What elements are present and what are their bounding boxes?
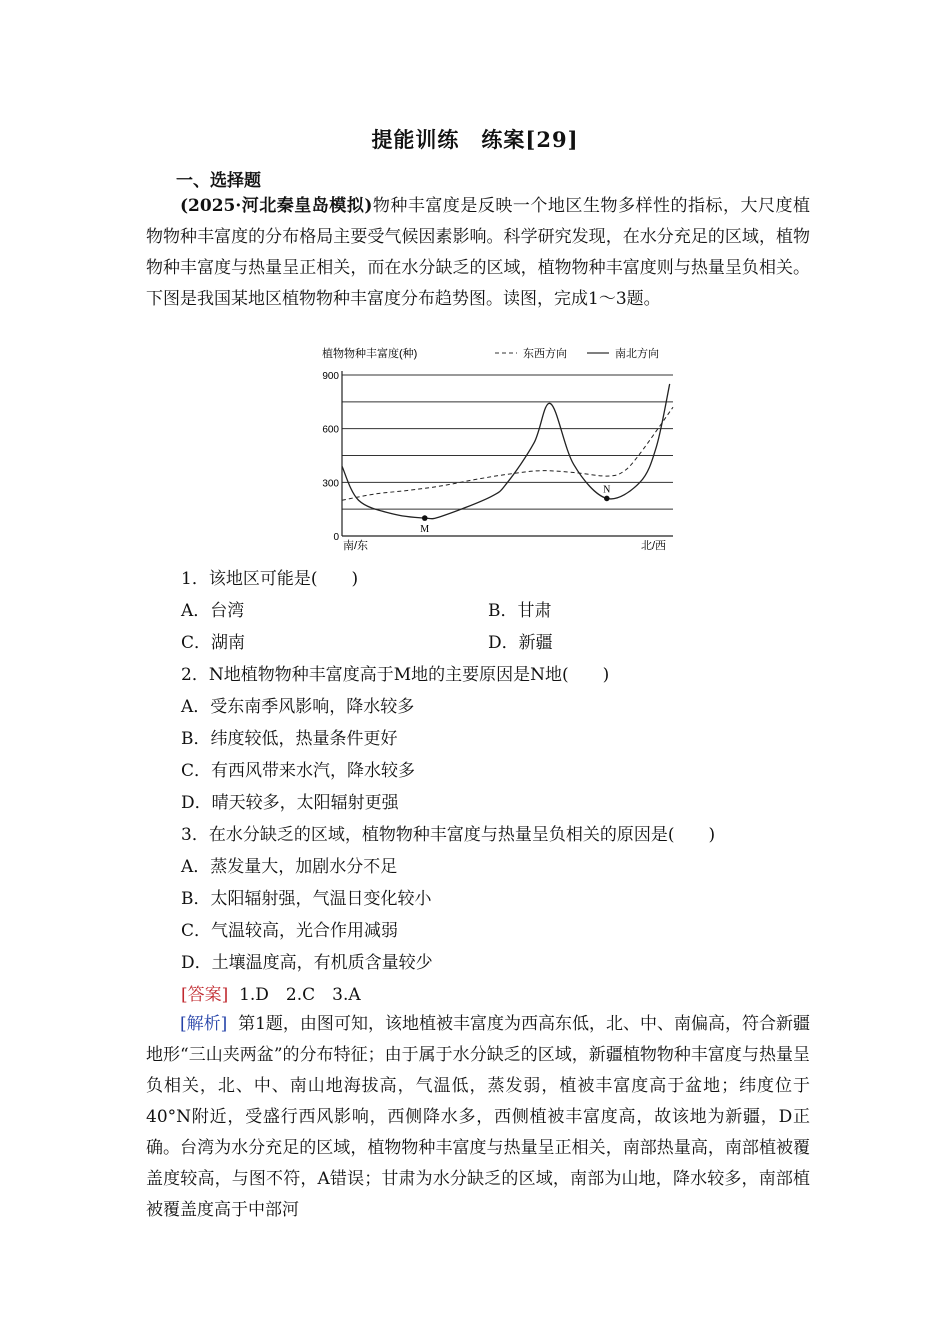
intro-paragraph bbox=[146, 191, 810, 315]
explanation-tag: [解析] bbox=[180, 1014, 228, 1034]
point-n-marker bbox=[604, 496, 610, 502]
y-tick-label: 300 bbox=[322, 478, 339, 490]
x-label-right: 北/西 bbox=[641, 540, 667, 552]
y-tick-label: 900 bbox=[322, 371, 339, 382]
q2-option-a: A．受东南季风影响，降水较多 bbox=[181, 697, 415, 717]
plot-area bbox=[322, 371, 673, 543]
answer-line bbox=[181, 983, 361, 1007]
legend-east-west: 东西方向 bbox=[523, 348, 567, 360]
q3-option-d: D．土壤温度高，有机质含量较少 bbox=[181, 953, 433, 973]
q2-stem: 2．N地植物物种丰富度高于M地的主要原因是N地( ) bbox=[181, 665, 610, 685]
q3-stem: 3．在水分缺乏的区域，植物物种丰富度与热量呈负相关的原因是( ) bbox=[181, 825, 716, 845]
intro-source: (2025·河北秦皇岛模拟) bbox=[180, 196, 373, 216]
point-m-marker bbox=[422, 515, 428, 521]
q1-stem: 1．该地区可能是( ) bbox=[181, 569, 359, 589]
q2-option-d: D．晴天较多，太阳辐射更强 bbox=[181, 793, 399, 813]
q1-option-a: A．台湾 bbox=[181, 601, 245, 621]
point-n-label: N bbox=[603, 484, 611, 496]
series-east-west-line bbox=[342, 407, 673, 500]
q3-option-c: C．气温较高，光合作用减弱 bbox=[181, 921, 399, 941]
y-tick-label: 0 bbox=[333, 532, 339, 543]
page-title: 提能训练 练案[29] bbox=[371, 127, 579, 152]
q1-option-b: B．甘肃 bbox=[488, 601, 552, 621]
richness-chart bbox=[305, 343, 685, 558]
x-label-left: 南/东 bbox=[343, 540, 369, 552]
explanation-paragraph bbox=[146, 1009, 810, 1226]
answer-text: 1.D 2.C 3.A bbox=[239, 985, 361, 1005]
answer-tag: [答案] bbox=[181, 985, 229, 1005]
q2-option-b: B．纬度较低，热量条件更好 bbox=[181, 729, 398, 749]
explanation-text: 第1题，由图可知，该地植被丰富度为西高东低，北、中、南偏高，符合新疆地形“三山夹两盆”的分布特征；由于属于水分缺乏的区域，新疆植物物种丰富度与热量呈负相关，北、中、南山地海拔高，气温低，蒸发弱，植被丰富度高于盆地；纬度位于40°N附近，受盛行西风影响，西侧降水多，西侧植被丰富度高，故该地为新疆，D正确。台湾为水分充足的区域，植物物种丰富度与热量呈正相关，南部热量高，南部植被覆盖度较高，与图不符，A错误；甘肃为水分缺乏的区域，南部为山地，降水较多，南部植被覆盖度高于中部河 bbox=[146, 1014, 811, 1220]
y-tick-label: 600 bbox=[322, 424, 339, 436]
q3-option-b: B．太阳辐射强，气温日变化较小 bbox=[181, 889, 432, 909]
intro-text: 物种丰富度是反映一个地区生物多样性的指标，大尺度植物物种丰富度的分布格局主要受气候因素影响。科学研究发现，在水分充足的区域，植物物种丰富度与热量呈正相关，而在水分缺乏的区域，植物物种丰富度则与热量呈负相关。下图是我国某地区植物物种丰富度分布趋势图。读图，完成1～3题。 bbox=[146, 196, 811, 309]
q1-option-d: D．新疆 bbox=[488, 633, 553, 653]
q2-option-c: C．有西风带来水汽，降水较多 bbox=[181, 761, 416, 781]
section-heading: 一、选择题 bbox=[176, 171, 261, 191]
q3-option-a: A．蒸发量大，加剧水分不足 bbox=[181, 857, 398, 877]
point-m-label: M bbox=[420, 524, 430, 536]
series-north-south-line bbox=[342, 384, 670, 519]
q1-option-c: C．湖南 bbox=[181, 633, 246, 653]
chart-ylabel: 植物物种丰富度(种) bbox=[322, 348, 418, 360]
legend-north-south: 南北方向 bbox=[615, 348, 659, 360]
